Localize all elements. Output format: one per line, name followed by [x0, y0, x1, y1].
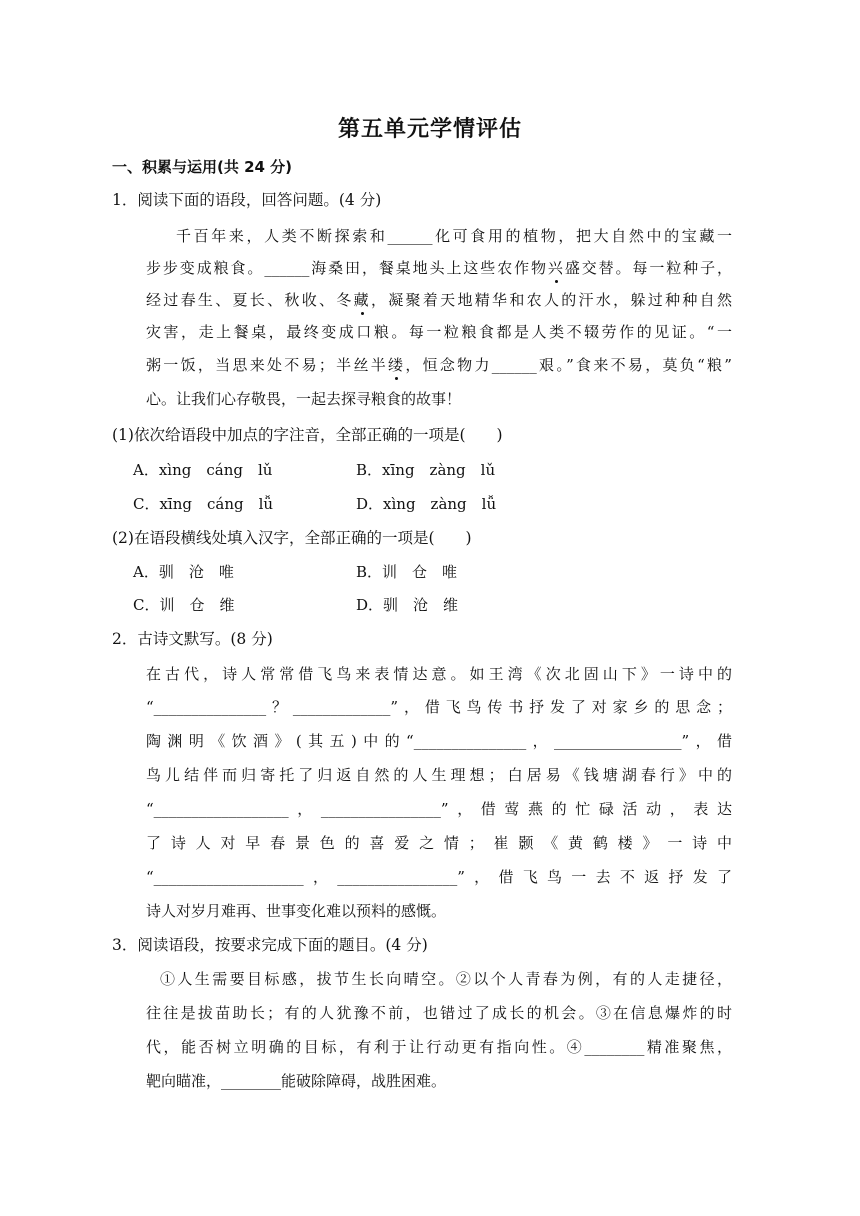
- q1-passage-line-1: 千百年来，人类不断探索和______化可食用的植物，把大自然中的宝藏一: [176, 227, 732, 245]
- q1-2-option-c: C．训 仓 维: [133, 596, 235, 614]
- q1-passage-line-5: 粥一饭，当思来处不易；半丝半缕，恒念物力______艰。”食来不易，莫负“粮”: [146, 356, 732, 374]
- q1-2-option-a: A．驯 沧 唯: [133, 563, 234, 581]
- q2-line-5: “__________________，________________”，借莺燕的忙碌活动，表达: [146, 800, 732, 818]
- page-title: 第五单元学情评估: [337, 117, 522, 142]
- q2-line-4: 鸟儿结伴而归寄托了归返自然的人生理想；白居易《钱塘湖春行》中的: [146, 766, 732, 784]
- dotted-char: 藏: [353, 291, 371, 309]
- q1-subquestion-2: (2)在语段横线处填入汉字，全部正确的一项是( ): [112, 529, 472, 547]
- question-1-stem: 1．阅读下面的语段，回答问题。(4 分): [112, 191, 382, 209]
- q2-line-7: “____________________，________________”，借飞鸟一去不返抒发了: [146, 868, 732, 886]
- section-heading: 一、积累与运用(共 24 分): [112, 158, 293, 176]
- q1-passage-line-4: 灾害，走上餐桌，最终变成口粮。每一粒粮食都是人类不辍劳作的见证。“一: [146, 323, 732, 341]
- q2-line-2: “_______________？_____________”，借飞鸟传书抒发了对家乡的思念；: [146, 698, 732, 716]
- q2-line-3: 陶渊明《饮酒》(其五)中的“_______________，_________________”，借: [146, 732, 732, 750]
- dotted-char: 缕: [388, 356, 406, 374]
- q3-passage-line-1: ①人生需要目标感，拔节生长向晴空。②以个人青春为例，有的人走捷径，: [160, 970, 732, 988]
- q1-1-option-a: A．xìng cáng lǔ: [133, 461, 273, 479]
- q3-passage-line-3: 代，能否树立明确的目标，有利于让行动更有指向性。④________精准聚焦，: [146, 1038, 732, 1056]
- q1-subquestion-1: (1)依次给语段中加点的字注音，全部正确的一项是( ): [112, 426, 503, 444]
- q3-passage-line-4: 靶向瞄准，________能破除障碍，战胜困难。: [146, 1072, 447, 1090]
- q1-passage-line-2: 步步变成粮食。______海桑田，餐桌地头上这些农作物兴盛交替。每一粒种子，: [146, 259, 732, 277]
- q2-line-6: 了诗人对早春景色的喜爱之情；崔颢《黄鹤楼》一诗中: [146, 834, 732, 852]
- q1-passage-line-3: 经过春生、夏长、秋收、冬藏，凝聚着天地精华和农人的汗水，躲过种种自然: [146, 291, 732, 309]
- q1-passage-line-6: 心。让我们心存敬畏，一起去探寻粮食的故事！: [146, 390, 462, 408]
- q3-passage-line-2: 往往是拔苗助长；有的人犹豫不前，也错过了成长的机会。③在信息爆炸的时: [146, 1004, 732, 1022]
- q1-1-option-d: D．xìng zàng lǚ: [356, 495, 497, 513]
- q1-1-option-b: B．xīng zàng lǔ: [356, 461, 496, 479]
- question-3-stem: 3．阅读语段，按要求完成下面的题目。(4 分): [112, 936, 428, 954]
- q1-2-option-b: B．训 仓 唯: [356, 563, 458, 581]
- question-2-stem: 2．古诗文默写。(8 分): [112, 630, 273, 648]
- q1-1-option-c: C．xīng cáng lǚ: [133, 495, 274, 513]
- q2-line-8: 诗人对岁月难再、世事变化难以预料的感慨。: [146, 902, 447, 920]
- q1-2-option-d: D．驯 沧 维: [356, 596, 459, 614]
- dotted-char: 兴: [547, 259, 565, 277]
- q2-line-1: 在古代，诗人常常借飞鸟来表情达意。如王湾《次北固山下》一诗中的: [146, 665, 732, 683]
